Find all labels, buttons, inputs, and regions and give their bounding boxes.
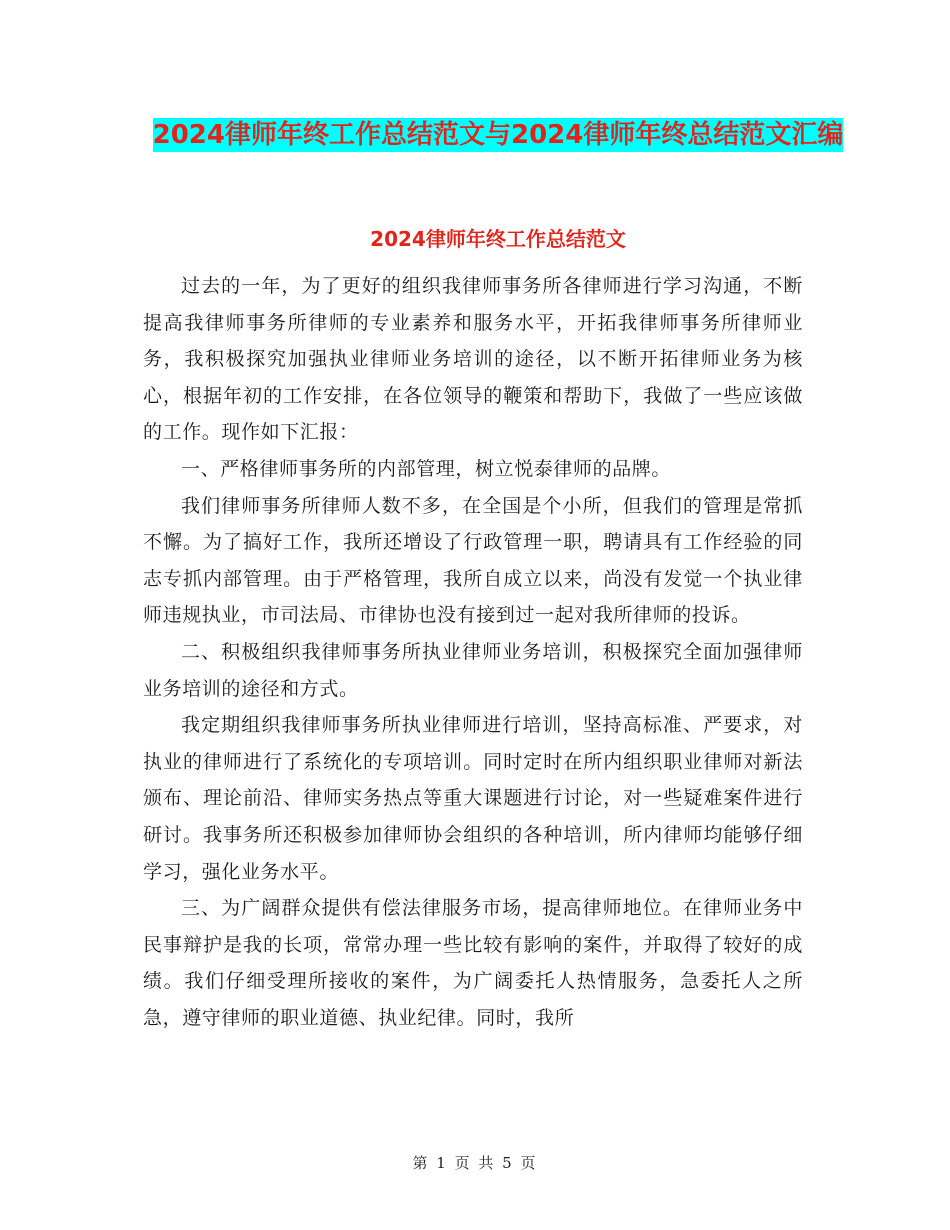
section-title: 2024律师年终工作总结范文 <box>370 227 626 251</box>
paragraph-heading-2: 二、积极组织我律师事务所执业律师业务培训，积极探究全面加强律师业务培训的途径和方式。 <box>143 640 803 700</box>
paragraph-management: 我们律师事务所律师人数不多，在全国是个小所，但我们的管理是常抓不懈。为了搞好工作，我所还增设了行政管理一职，聘请具有工作经验的同志专抓内部管理。由于严格管理，我所自成立以来，尚没有发觉一个执业律师违规执业，市司法局、市律协也没有接到过一起对我所律师的投诉。 <box>143 494 803 627</box>
paragraph-heading-1: 一、严格律师事务所的内部管理，树立悦泰律师的品牌。 <box>181 457 672 480</box>
document-title <box>140 112 856 158</box>
page-number: 第 1 页 共 5 页 <box>412 1154 538 1172</box>
paragraph-training: 我定期组织我律师事务所执业律师进行培训，坚持高标准、严要求，对执业的律师进行了系统化的专项培训。同时定时在所内组织职业律师对新法颁布、理论前沿、律师实务热点等重大课题进行讨论，对一些疑难案件进行研讨。我事务所还积极参加律师协会组织的各种培训，所内律师均能够仔细学习，强化业务水平。 <box>143 714 803 883</box>
paragraph-intro: 过去的一年，为了更好的组织我律师事务所各律师进行学习沟通，不断提高我律师事务所律师的专业素养和服务水平，开拓我律师事务所律师业务，我积极探究加强执业律师业务培训的途径，以不断开拓律师业务为核心，根据年初的工作安排，在各位领导的鞭策和帮助下，我做了一些应该做的工作。现作如下汇报： <box>143 275 803 444</box>
paragraph-heading-3: 三、为广阔群众提供有偿法律服务市场，提高律师地位。在律师业务中民事辩护是我的长项，常常办理一些比较有影响的案件，并取得了较好的成绩。我们仔细受理所接收的案件，为广阔委托人热情服务，急委托人之所急，遵守律师的职业道德、执业纪律。同时，我所 <box>143 897 803 1029</box>
document-title-text: 2024律师年终工作总结范文与2024律师年终总结范文汇编 <box>152 120 844 150</box>
document-body <box>143 268 803 1036</box>
